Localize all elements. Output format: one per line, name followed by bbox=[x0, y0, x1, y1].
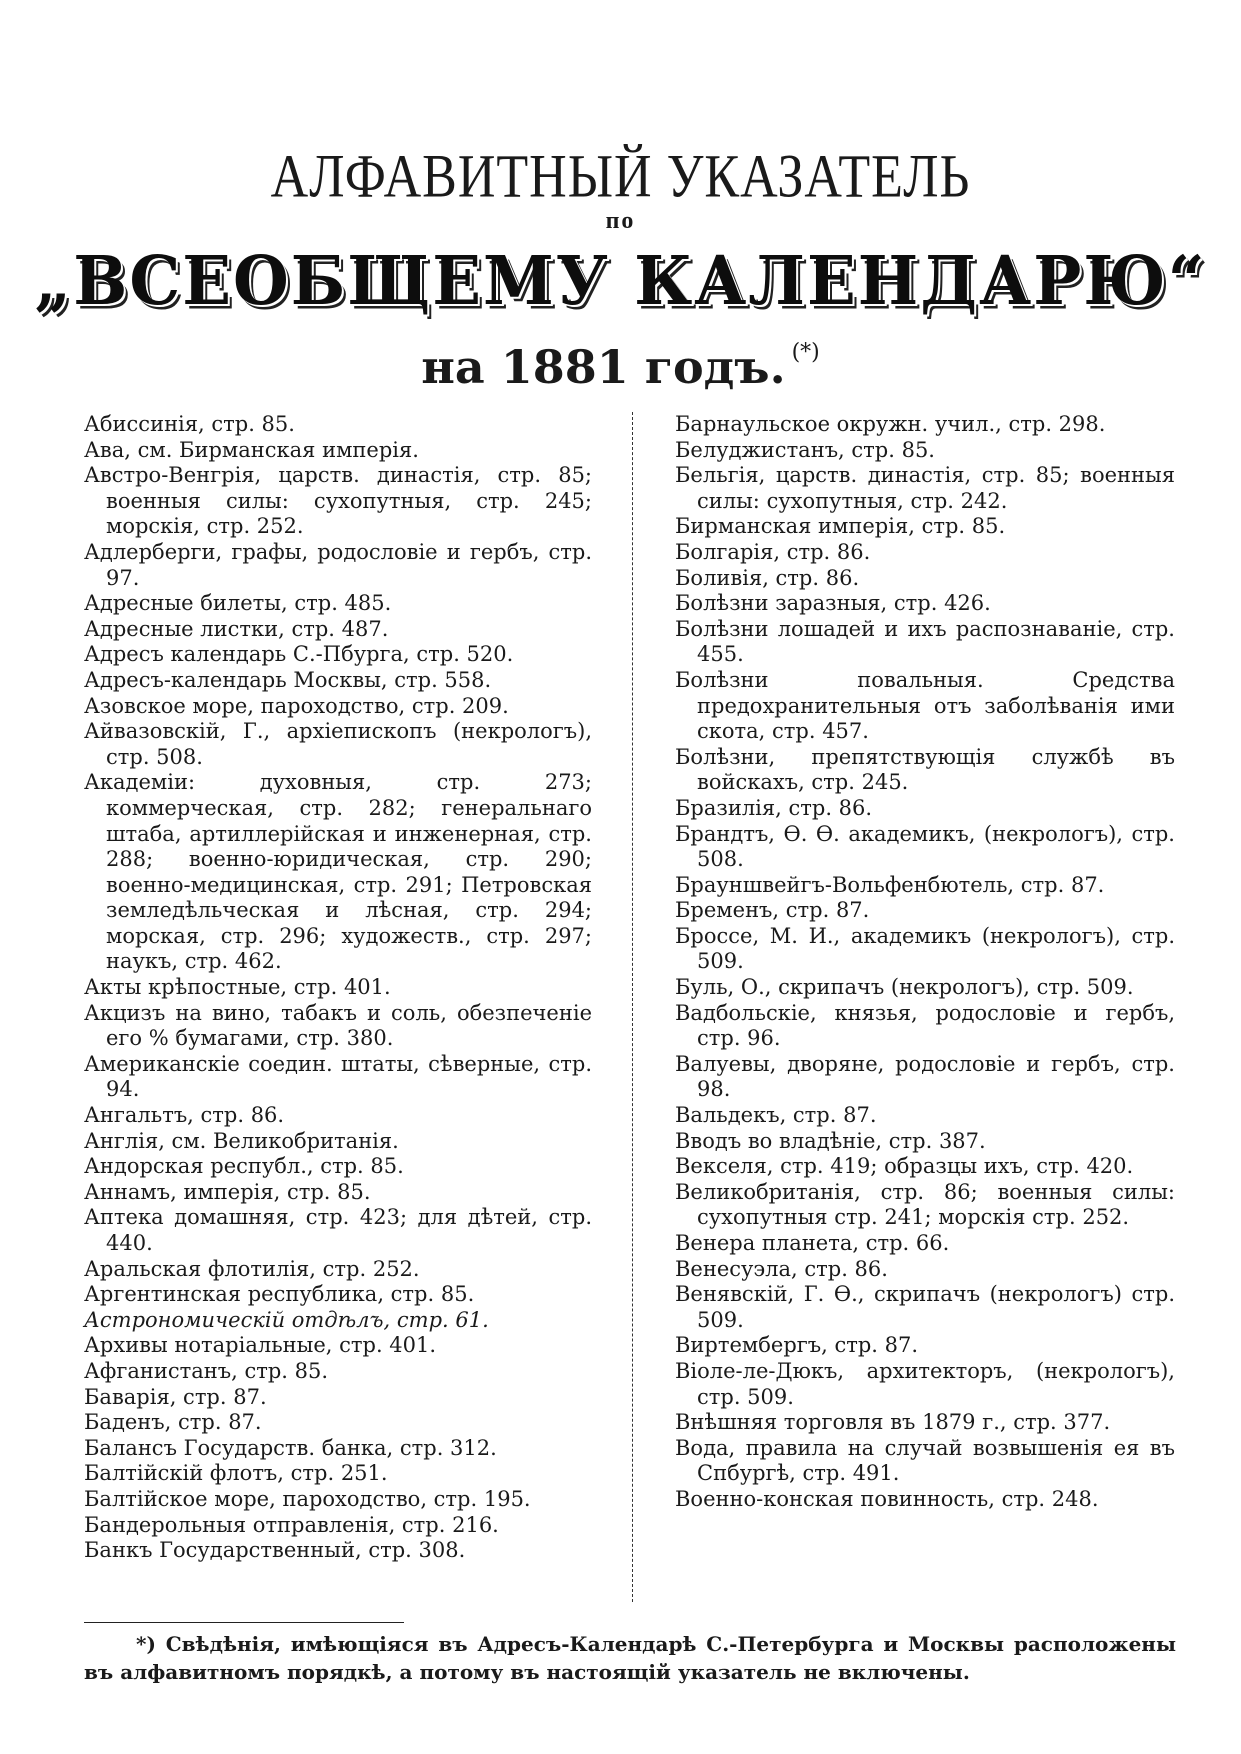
index-entry: Векселя, стр. 419; образцы ихъ, стр. 420. bbox=[675, 1154, 1134, 1179]
index-entry: Ава, см. Бирманская имперія. bbox=[84, 437, 419, 462]
column-divider bbox=[632, 412, 633, 1602]
footnote-rule bbox=[84, 1622, 404, 1623]
index-entry: Бандерольныя отправленія, стр. 216. bbox=[84, 1512, 499, 1537]
index-entry: Абиссинія, стр. 85. bbox=[84, 412, 295, 436]
index-entry: Академіи: духовныя, стр. 273; коммерческая, стр. 282; генеральнаго штаба, артиллерійская и инженерная, стр. 288; военно-юридическая, стр. 290; военно-медицинская, стр. 291; Петровская земледѣльческая и лѣсная, стр. 294; морская, стр. 296; художеств., стр. 297; наукъ, стр. 462. bbox=[84, 770, 592, 974]
index-entry: Астрономическій отдѣлъ, стр. 61. bbox=[84, 1307, 489, 1332]
index-entry: Ангальтъ, стр. 86. bbox=[84, 1103, 285, 1128]
index-entry: Австро-Венгрія, царств. династія, стр. 85; военныя силы: сухопутныя, стр. 245; морскія, стр. 252. bbox=[84, 463, 592, 539]
index-entry: Бельгія, царств. династія, стр. 85; военныя силы: сухопутныя, стр. 242. bbox=[675, 463, 1175, 513]
index-entry: Бразилія, стр. 86. bbox=[675, 795, 873, 820]
index-entry: Адресъ календарь С.-Пбурга, стр. 520. bbox=[84, 642, 514, 667]
page-title: АЛФАВИТНЫЙ УКАЗАТЕЛЬ bbox=[270, 143, 971, 211]
index-entry: Адресъ-календарь Москвы, стр. 558. bbox=[84, 667, 492, 692]
index-entry: Адресные билеты, стр. 485. bbox=[84, 591, 392, 616]
index-entry: Балансъ Государств. банка, стр. 312. bbox=[84, 1435, 497, 1460]
index-entry: Болѣзни лошадей и ихъ распознаваніе, стр. 455. bbox=[675, 616, 1175, 667]
index-entry: Великобританія, стр. 86; военныя силы: сухопутныя стр. 241; морскія стр. 252. bbox=[675, 1179, 1175, 1230]
index-entry: Военно-конская повинность, стр. 248. bbox=[675, 1486, 1099, 1511]
index-entry: Акцизъ на вино, табакъ и соль, обезпеченіе его % бумагами, стр. 380. bbox=[84, 1000, 592, 1051]
index-entry: Банкъ Государственный, стр. 308. bbox=[84, 1538, 466, 1563]
index-entry: Боливія, стр. 86. bbox=[675, 565, 860, 590]
index-entry: Болѣзни заразныя, стр. 426. bbox=[675, 591, 991, 616]
index-entry: Балтійскій флотъ, стр. 251. bbox=[84, 1461, 388, 1486]
index-entry: Венера планета, стр. 66. bbox=[675, 1231, 950, 1255]
calendar-name: „ВСЕОБЩЕМУ КАЛЕНДАРЮ“ bbox=[34, 242, 1207, 321]
index-entry: Аннамъ, имперія, стр. 85. bbox=[84, 1179, 371, 1204]
index-entry: Віоле-ле-Дюкъ, архитекторъ, (некрологъ), стр. 509. bbox=[675, 1358, 1175, 1409]
index-entry: Буль, О., скрипачъ (некрологъ), стр. 509. bbox=[675, 975, 1134, 1000]
footnote: *) Свѣдѣнія, имѣющіяся въ Адресъ-Календарѣ С.-Петербурга и Москвы расположены въ алфавитномъ порядкѣ, а потому въ настоящій указатель не включены. bbox=[84, 1632, 1176, 1684]
index-entry: Бирманская имперія, стр. 85. bbox=[675, 514, 1006, 539]
index-entry: Брауншвейгъ-Вольфенбютель, стр. 87. bbox=[675, 872, 1105, 897]
index-entry: Валуевы, дворяне, родословіе и гербъ, стр. 98. bbox=[675, 1051, 1175, 1102]
index-entry: Американскіе соедин. штаты, сѣверные, стр. 94. bbox=[84, 1051, 592, 1102]
index-entry: Брандтъ, Ѳ. Ѳ. академикъ, (некрологъ), стр. 508. bbox=[675, 821, 1175, 872]
index-entry: Венявскій, Г. Ѳ., скрипачъ (некрологъ) стр. 509. bbox=[675, 1282, 1175, 1332]
index-entry: Архивы нотаріальные, стр. 401. bbox=[84, 1333, 437, 1358]
index-entry: Азовское море, пароходство, стр. 209. bbox=[84, 693, 509, 718]
index-entry: Адресные листки, стр. 487. bbox=[84, 616, 389, 641]
index-entry: Внѣшняя торговля въ 1879 г., стр. 377. bbox=[675, 1410, 1111, 1435]
index-entry: Айвазовскій, Г., архіепископъ (некрологъ), стр. 508. bbox=[84, 719, 592, 769]
index-entry: Англія, см. Великобританія. bbox=[84, 1128, 399, 1153]
footnote-mark: (*) bbox=[791, 340, 820, 365]
index-entry: Барнаульское окружн. учил., стр. 298. bbox=[675, 412, 1106, 436]
index-entry: Баварія, стр. 87. bbox=[84, 1384, 267, 1409]
index-entry: Виртембергъ, стр. 87. bbox=[675, 1333, 919, 1358]
index-entry: Балтійское море, пароходство, стр. 195. bbox=[84, 1486, 531, 1511]
index-column-right bbox=[675, 412, 1175, 1513]
index-entry: Броссе, М. И., академикъ (некрологъ), стр. 509. bbox=[675, 923, 1175, 974]
index-entry: Акты крѣпостные, стр. 401. bbox=[84, 975, 391, 1000]
index-entry: Бременъ, стр. 87. bbox=[675, 898, 870, 923]
index-entry: Адлерберги, графы, родословіе и гербъ, стр. 97. bbox=[84, 539, 592, 590]
index-entry: Аргентинская республика, стр. 85. bbox=[84, 1282, 475, 1307]
year-line bbox=[0, 340, 1241, 394]
index-entry: Вадбольскіе, князья, родословіе и гербъ, стр. 96. bbox=[675, 1000, 1175, 1051]
index-entry: Вальдекъ, стр. 87. bbox=[675, 1103, 877, 1128]
title-connector: по bbox=[605, 208, 636, 234]
index-entry: Вводъ во владѣніе, стр. 387. bbox=[675, 1128, 986, 1153]
index-entry: Болѣзни повальныя. Средства предохранительныя отъ заболѣванія ими скота, стр. 457. bbox=[675, 667, 1175, 744]
index-entry: Венесуэла, стр. 86. bbox=[675, 1256, 888, 1281]
index-entry: Болѣзни, препятствующія службѣ въ войскахъ, стр. 245. bbox=[675, 744, 1175, 795]
year-text: на 1881 годъ. bbox=[421, 340, 786, 394]
index-entry: Аральская флотилія, стр. 252. bbox=[84, 1256, 420, 1281]
index-entry: Андорская республ., стр. 85. bbox=[84, 1154, 404, 1179]
index-entry: Афганистанъ, стр. 85. bbox=[84, 1358, 329, 1383]
index-entry: Белуджистанъ, стр. 85. bbox=[675, 437, 935, 462]
index-entry: Аптека домашняя, стр. 423; для дѣтей, стр. 440. bbox=[84, 1205, 592, 1255]
index-column-left bbox=[84, 412, 592, 1564]
index-entry: Баденъ, стр. 87. bbox=[84, 1410, 262, 1435]
index-entry: Вода, правила на случай возвышенія ея въ Спбургѣ, стр. 491. bbox=[675, 1435, 1175, 1486]
index-entry: Болгарія, стр. 86. bbox=[675, 539, 871, 564]
